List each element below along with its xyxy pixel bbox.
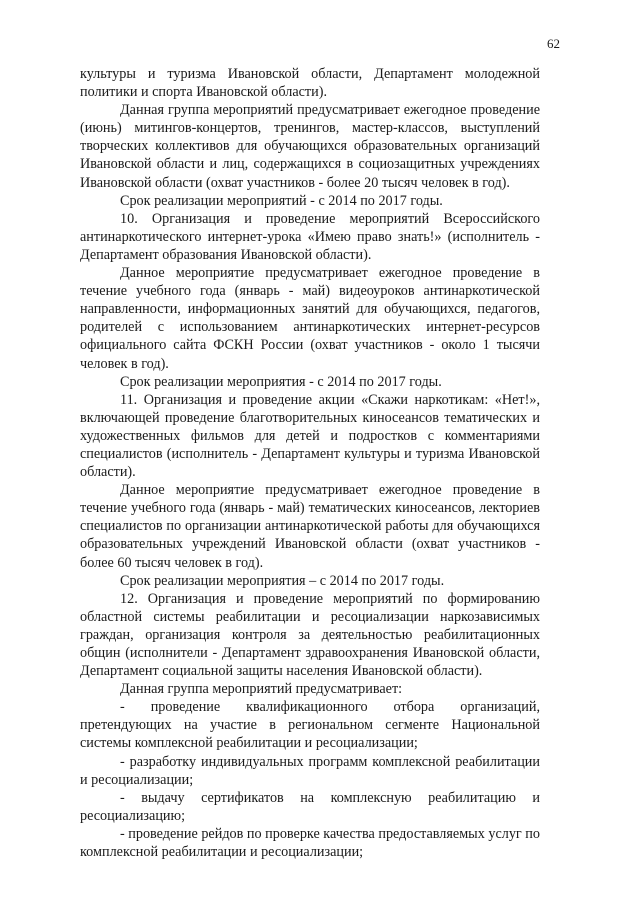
paragraph: Данная группа мероприятий предусматривает ежегодное проведение (июнь) митингов-концертов, тренингов, мастер-классов, выступлений творческих коллективов для обучающихся образовательных организаций Ивановской области и лиц, содержащихся в социозащитных учреждениях Ивановской области (охват участников - более 20 тысяч человек в год). [80,102,540,191]
list-item: - проведение рейдов по проверке качества предоставляемых услуг по комплексной реабилитации и ресоциализации; [80,825,540,861]
paragraph: Данная группа мероприятий предусматривает: [120,681,403,698]
paragraph: культуры и туризма Ивановской области, Департамент молодежной политики и спорта Ивановской области). [80,66,540,101]
paragraph: Данное мероприятие предусматривает ежегодное проведение в течение учебного года (январь - май) видеоуроков антинаркотической направленности, информационных занятий для обучающихся, педагогов, родителей с использованием антинаркотических интернет-ресурсов официального сайта ФСКН России (охват участников - около 1 тысячи человек в год). [80,265,540,372]
paragraph: 11. Организация и проведение акции «Скажи наркотикам: «Нет!», включающей проведение благотворительных киносеансов тематических и художественных фильмов для детей и подростков с комментариями специалистов (исполнитель - Департамент культуры и туризма Ивановской области). [80,391,540,481]
paragraph: Срок реализации мероприятия - с 2014 по 2017 годы. [120,373,442,390]
page-number: 62 [547,36,560,51]
paragraph: 10. Организация и проведение мероприятий Всероссийского антинаркотического интернет-урока «Имею право знать!» (исполнитель - Департамент образования Ивановской области). [80,210,540,263]
paragraph: 12. Организация и проведение мероприятий по формированию областной системы реабилитации и ресоциализации наркозависимых граждан, организация контроля за деятельностью реабилитационных общин (исполнители - Департамент здравоохранения Ивановской области, Департамент социальной защиты населения Ивановской области). [80,590,540,680]
list-item: - разработку индивидуальных программ комплексной реабилитации и ресоциализации; [80,753,540,788]
paragraph: Срок реализации мероприятий - с 2014 по 2017 годы. [120,192,443,209]
list-item: - проведение квалификационного отбора организаций, претендующих на участие в региональном сегменте Национальной системы комплексной реабилитации и ресоциализации; [80,699,540,752]
document-body [80,65,540,861]
paragraph: Данное мероприятие предусматривает ежегодное проведение в течение учебного года (январь - май) тематических киносеансов, лекториев специалистов по организации антинаркотической работы для обучающихся образовательных учреждений Ивановской области (охват участников - более 60 тысяч человек в год). [80,482,540,571]
paragraph: Срок реализации мероприятия – с 2014 по 2017 годы. [120,572,445,589]
list-item: - выдачу сертификатов на комплексную реабилитацию и ресоциализацию; [80,789,540,824]
